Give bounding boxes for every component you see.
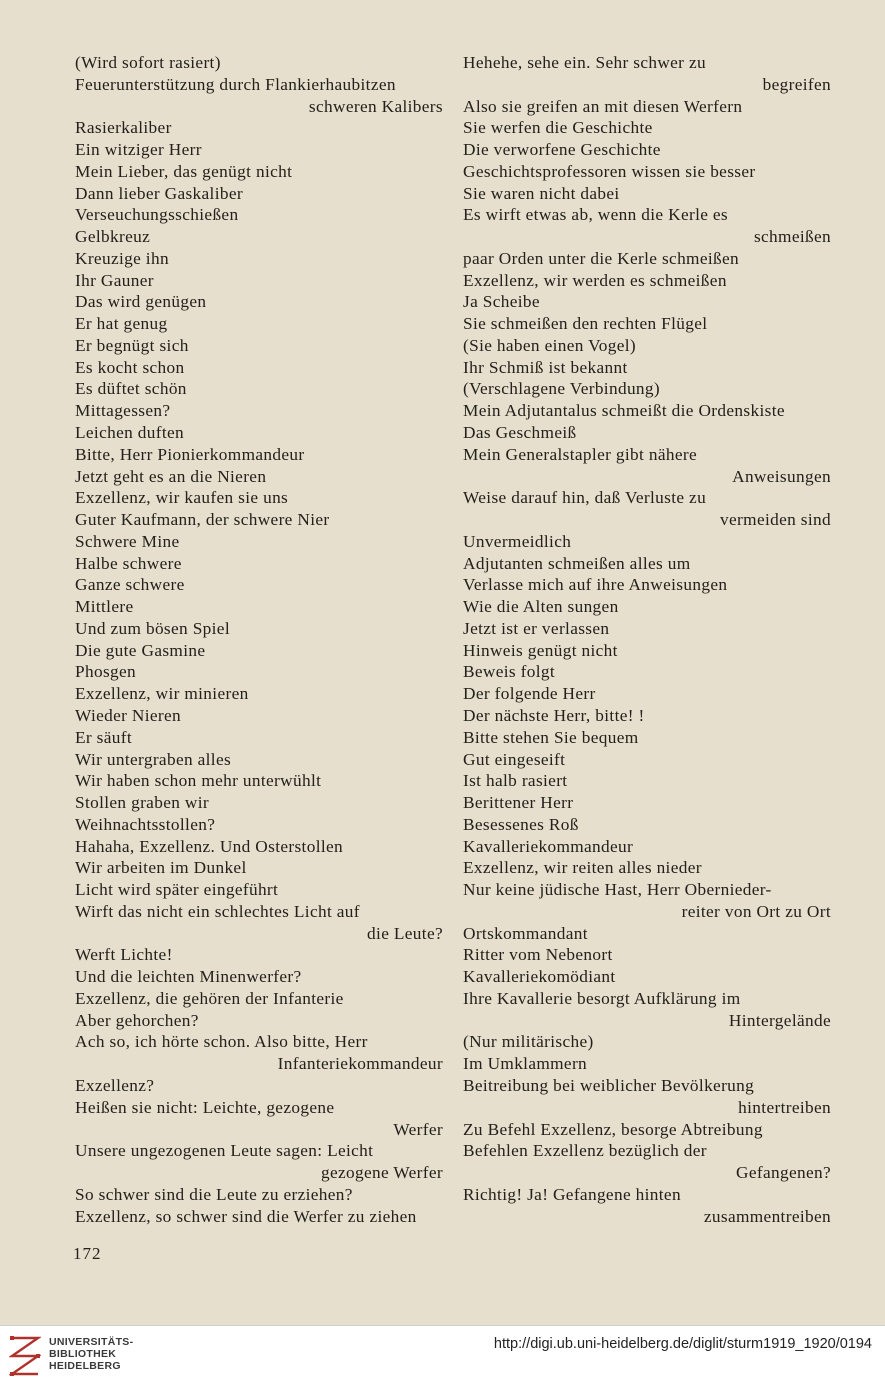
text-line: schweren Kalibers	[308, 96, 443, 116]
text-line: Er hat genug	[75, 314, 168, 334]
text-line: Es düftet schön	[75, 379, 187, 399]
text-line: Mein Lieber, das genügt nicht	[75, 161, 293, 181]
text-line: Besessenes Roß	[463, 814, 579, 834]
text-line: Schwere Mine	[75, 531, 180, 551]
text-line: Gelbkreuz	[75, 227, 151, 247]
text-line: Richtig! Ja! Gefangene hinten	[463, 1184, 681, 1204]
text-line: Exzellenz, die gehören der Infanterie	[75, 988, 344, 1008]
text-line: Exzellenz?	[75, 1075, 155, 1095]
text-line: Befehlen Exzellenz bezüglich der	[463, 1141, 707, 1161]
text-line: Nur keine jüdische Hast, Herr Obernieder-	[463, 880, 772, 900]
text-line: Infanteriekommandeur	[277, 1054, 443, 1074]
text-line: (Nur militärische)	[463, 1032, 594, 1052]
text-line: Adjutanten schmeißen alles um	[463, 553, 691, 573]
text-line: Ihre Kavallerie besorgt Aufklärung im	[463, 988, 741, 1008]
text-line: Beweis folgt	[463, 662, 556, 682]
text-line: Mein Generalstapler gibt nähere	[463, 444, 697, 464]
text-line: Ach so, ich hörte schon. Also bitte, Herr	[75, 1032, 368, 1052]
text-line: Exzellenz, so schwer sind die Werfer zu ziehen	[75, 1206, 417, 1226]
text-line: Das Geschmeiß	[463, 423, 577, 443]
right-text-column	[463, 52, 831, 1227]
text-line: Anweisungen	[732, 466, 831, 486]
text-line: Unsere ungezogenen Leute sagen: Leicht	[75, 1141, 374, 1161]
text-line: Es wirft etwas ab, wenn die Kerle es	[463, 205, 729, 225]
text-line: Geschichtsprofessoren wissen sie besser	[463, 161, 756, 181]
text-line: Mittagessen?	[75, 401, 171, 421]
text-line: Wirft das nicht ein schlechtes Licht auf	[75, 901, 360, 921]
library-name-line: HEIDELBERG	[49, 1360, 121, 1372]
text-line: Zu Befehl Exzellenz, besorge Abtreibung	[463, 1119, 763, 1139]
text-line: Und die leichten Minenwerfer?	[75, 967, 302, 987]
text-line: Hintergelände	[728, 1010, 831, 1030]
text-line: Das wird genügen	[75, 292, 207, 312]
text-line: Bitte, Herr Pionierkommandeur	[75, 444, 305, 464]
text-line: Ihr Schmiß ist bekannt	[463, 357, 628, 377]
text-line: Halbe schwere	[75, 553, 182, 573]
text-line: (Wird sofort rasiert)	[75, 53, 221, 72]
text-line: Ja Scheibe	[463, 292, 540, 312]
text-line: Hinweis genügt nicht	[463, 640, 618, 660]
text-line: Unvermeidlich	[463, 531, 572, 551]
text-line: Exzellenz, wir kaufen sie uns	[75, 488, 289, 508]
text-line: Exzellenz, wir reiten alles nieder	[463, 858, 702, 878]
text-line: Die gute Gasmine	[75, 640, 206, 660]
text-line: Heißen sie nicht: Leichte, gezogene	[75, 1097, 335, 1117]
text-line: Berittener Herr	[463, 793, 574, 813]
text-line: Exzellenz, wir minieren	[75, 684, 249, 704]
text-line: Mittlere	[75, 597, 134, 617]
text-line: Der folgende Herr	[463, 684, 596, 704]
text-line: Im Umklammern	[463, 1054, 588, 1074]
text-line: Hahaha, Exzellenz. Und Osterstollen	[75, 836, 344, 856]
text-line: Verlasse mich auf ihre Anweisungen	[463, 575, 728, 595]
text-line: Gefangenen?	[736, 1163, 831, 1183]
text-line: Weise darauf hin, daß Verluste zu	[463, 488, 707, 508]
text-line: (Sie haben einen Vogel)	[463, 335, 636, 355]
text-line: Also sie greifen an mit diesen Werfern	[463, 96, 743, 116]
text-line: Kavalleriekommandeur	[463, 836, 634, 856]
text-line: Leichen duften	[75, 423, 185, 443]
text-line: Aber gehorchen?	[75, 1010, 199, 1030]
source-url-link[interactable]: http://digi.ub.uni-heidelberg.de/diglit/sturm1919_1920/0194	[493, 1336, 872, 1352]
text-line: Wie die Alten sungen	[463, 597, 619, 617]
library-name-line: UNIVERSITÄTS-	[49, 1336, 134, 1348]
text-line: Wir haben schon mehr unterwühlt	[75, 771, 322, 791]
text-line: So schwer sind die Leute zu erziehen?	[75, 1184, 353, 1204]
text-line: Stollen graben wir	[75, 793, 209, 813]
text-line: Ihr Gauner	[75, 270, 154, 290]
text-line: Ganze schwere	[75, 575, 185, 595]
text-line: Werfer	[393, 1119, 443, 1139]
text-line: Werft Lichte!	[75, 945, 173, 965]
text-line: Weihnachtsstollen?	[75, 814, 216, 834]
text-line: (Verschlagene Verbindung)	[463, 379, 661, 399]
text-line: schmeißen	[753, 227, 831, 247]
text-line: Licht wird später eingeführt	[75, 880, 279, 900]
text-line: paar Orden unter die Kerle schmeißen	[463, 248, 740, 268]
text-line: Ein witziger Herr	[75, 140, 202, 160]
text-line: Bitte stehen Sie bequem	[463, 727, 639, 747]
left-text-column	[75, 52, 443, 1227]
text-line: Ist halb rasiert	[463, 771, 568, 791]
text-line: zusammentreiben	[703, 1206, 831, 1226]
text-line: Dann lieber Gaskaliber	[75, 183, 243, 203]
text-line: Sie werfen die Geschichte	[463, 118, 653, 138]
text-line: Wieder Nieren	[75, 705, 182, 725]
library-name-line: BIBLIOTHEK	[49, 1348, 117, 1360]
text-line: Verseuchungsschießen	[75, 205, 239, 225]
text-line: Rasierkaliber	[75, 118, 172, 138]
text-line: Feuerunterstützung durch Flankierhaubitzen	[75, 74, 396, 94]
text-line: die Leute?	[367, 923, 443, 943]
digitization-footer	[0, 1325, 885, 1388]
text-line: Sie waren nicht dabei	[463, 183, 620, 203]
text-line: Wir untergraben alles	[75, 749, 232, 769]
text-line: Exzellenz, wir werden es schmeißen	[463, 270, 727, 290]
text-line: vermeiden sind	[720, 510, 831, 530]
text-line: Mein Adjutantalus schmeißt die Ordenskiste	[463, 401, 785, 421]
text-line: reiter von Ort zu Ort	[681, 901, 831, 921]
library-name[interactable]	[49, 1336, 133, 1372]
text-line: Ortskommandant	[463, 923, 588, 943]
text-line: Guter Kaufmann, der schwere Nier	[75, 510, 330, 530]
text-line: begreifen	[762, 74, 831, 94]
text-line: Hehehe, sehe ein. Sehr schwer zu	[463, 53, 706, 72]
text-line: Beitreibung bei weiblicher Bevölkerung	[463, 1075, 755, 1095]
text-line: Die verworfene Geschichte	[463, 140, 661, 160]
text-line: hintertreiben	[738, 1097, 831, 1117]
text-line: Sie schmeißen den rechten Flügel	[463, 314, 708, 334]
text-line: Er begnügt sich	[75, 335, 189, 355]
text-line: Der nächste Herr, bitte! !	[463, 705, 645, 725]
text-line: Phosgen	[75, 662, 137, 682]
text-line: Gut eingeseift	[463, 749, 566, 769]
text-line: Und zum bösen Spiel	[75, 618, 230, 638]
text-line: Jetzt geht es an die Nieren	[75, 466, 267, 486]
text-line: gezogene Werfer	[320, 1163, 443, 1183]
university-library-logo-icon[interactable]	[9, 1334, 41, 1380]
text-line: Kreuzige ihn	[75, 248, 169, 268]
text-line: Es kocht schon	[75, 357, 185, 377]
text-line: Er säuft	[75, 727, 133, 747]
text-line: Ritter vom Nebenort	[463, 945, 613, 965]
page-number: 172	[73, 1244, 102, 1263]
text-line: Kavalleriekomödiant	[463, 967, 616, 987]
text-line: Wir arbeiten im Dunkel	[75, 858, 247, 878]
text-line: Jetzt ist er verlassen	[463, 618, 610, 638]
